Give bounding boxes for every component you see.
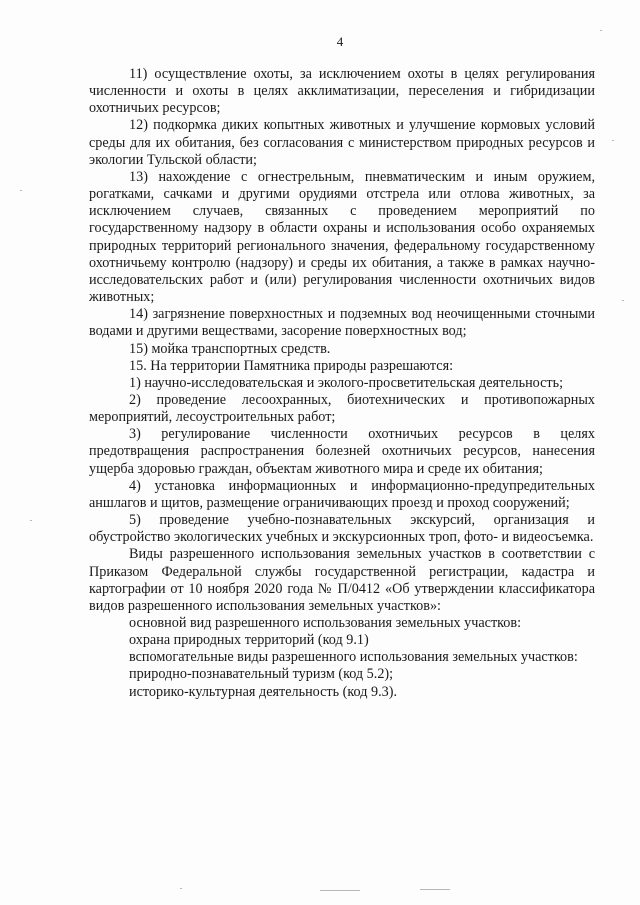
allowed-item-4: 4) установка информационных и информационно-предупредительных аншлагов и щитов, размещение ограничивающих проезд и проход сооружений; (89, 477, 595, 511)
allowed-item-3: 3) регулирование численности охотничьих ресурсов в целях предотвращения распространения болезней охотничьих ресурсов, нанесения ущерба здоровью граждан, объектам животного мира и среде их обитания; (89, 426, 595, 477)
section-heading-15: 15. На территории Памятника природы разрешаются: (129, 357, 454, 374)
scan-speck (180, 888, 182, 889)
paragraph-item-12: 12) подкормка диких копытных животных и улучшение кормовых условий среды для их обитания, без согласования с министерством природных ресурсов и экологии Тульской области; (89, 117, 595, 168)
scan-speck (622, 300, 624, 301)
scan-speck (320, 890, 360, 891)
land-use-intro: Виды разрешенного использования земельных участков в соответствии с Приказом Федеральной службы государственной регистрации, кадастра и картографии от 10 ноября 2020 года № П/0412 «Об утверждении классификатора видов разрешенного использования земельных участков»: (89, 546, 595, 614)
document-body (89, 66, 595, 701)
paragraph-item-13: 13) нахождение с огнестрельным, пневматическим и иным оружием, рогатками, сачками и другими орудиями отстрела или отлова животных, за исключением случаев, связанных с проведением мероприятий по государственному надзору в области охраны и использования особо охраняемых природных территорий регионального значения, федеральному государственному охотничьему контролю (надзору) и среды их обитания, а также в рамках научно-исследовательских работ и (или) регулирования численности охотничьих видов животных; (89, 168, 595, 306)
scan-speck (20, 190, 22, 191)
scan-speck (30, 520, 32, 521)
paragraph-item-14: 14) загрязнение поверхностных и подземных вод неочищенными сточными водами и другими веществами, засорение поверхностных вод; (89, 306, 595, 340)
allowed-item-1: 1) научно-исследовательская и эколого-просветительская деятельность; (129, 374, 564, 391)
land-use-aux-item-1: природно-познавательный туризм (код 5.2); (129, 666, 394, 683)
allowed-item-5: 5) проведение учебно-познавательных экскурсий, организация и обустройство экологических учебных и экскурсионных троп, фото- и видеосъемка. (89, 512, 595, 546)
paragraph-item-15: 15) мойка транспортных средств. (129, 340, 331, 357)
page-number: 4 (336, 34, 344, 49)
allowed-item-2: 2) проведение лесоохранных, биотехнических и противопожарных мероприятий, лесоустроительных работ; (89, 391, 595, 426)
paragraph-item-11: 11) осуществление охоты, за исключением охоты в целях регулирования численности и охоты в целях акклиматизации, переселения и гибридизации охотничьих ресурсов; (89, 66, 595, 117)
land-use-aux-item-2: историко-культурная деятельность (код 9.3). (129, 683, 398, 700)
scan-speck (612, 140, 614, 141)
land-use-main-item: охрана природных территорий (код 9.1) (129, 632, 369, 649)
scan-speck (600, 30, 602, 31)
scan-speck (420, 889, 450, 890)
land-use-aux-heading: вспомогательные виды разрешенного использования земельных участков: (129, 649, 578, 666)
land-use-main-heading: основной вид разрешенного использования земельных участков: (129, 615, 522, 631)
